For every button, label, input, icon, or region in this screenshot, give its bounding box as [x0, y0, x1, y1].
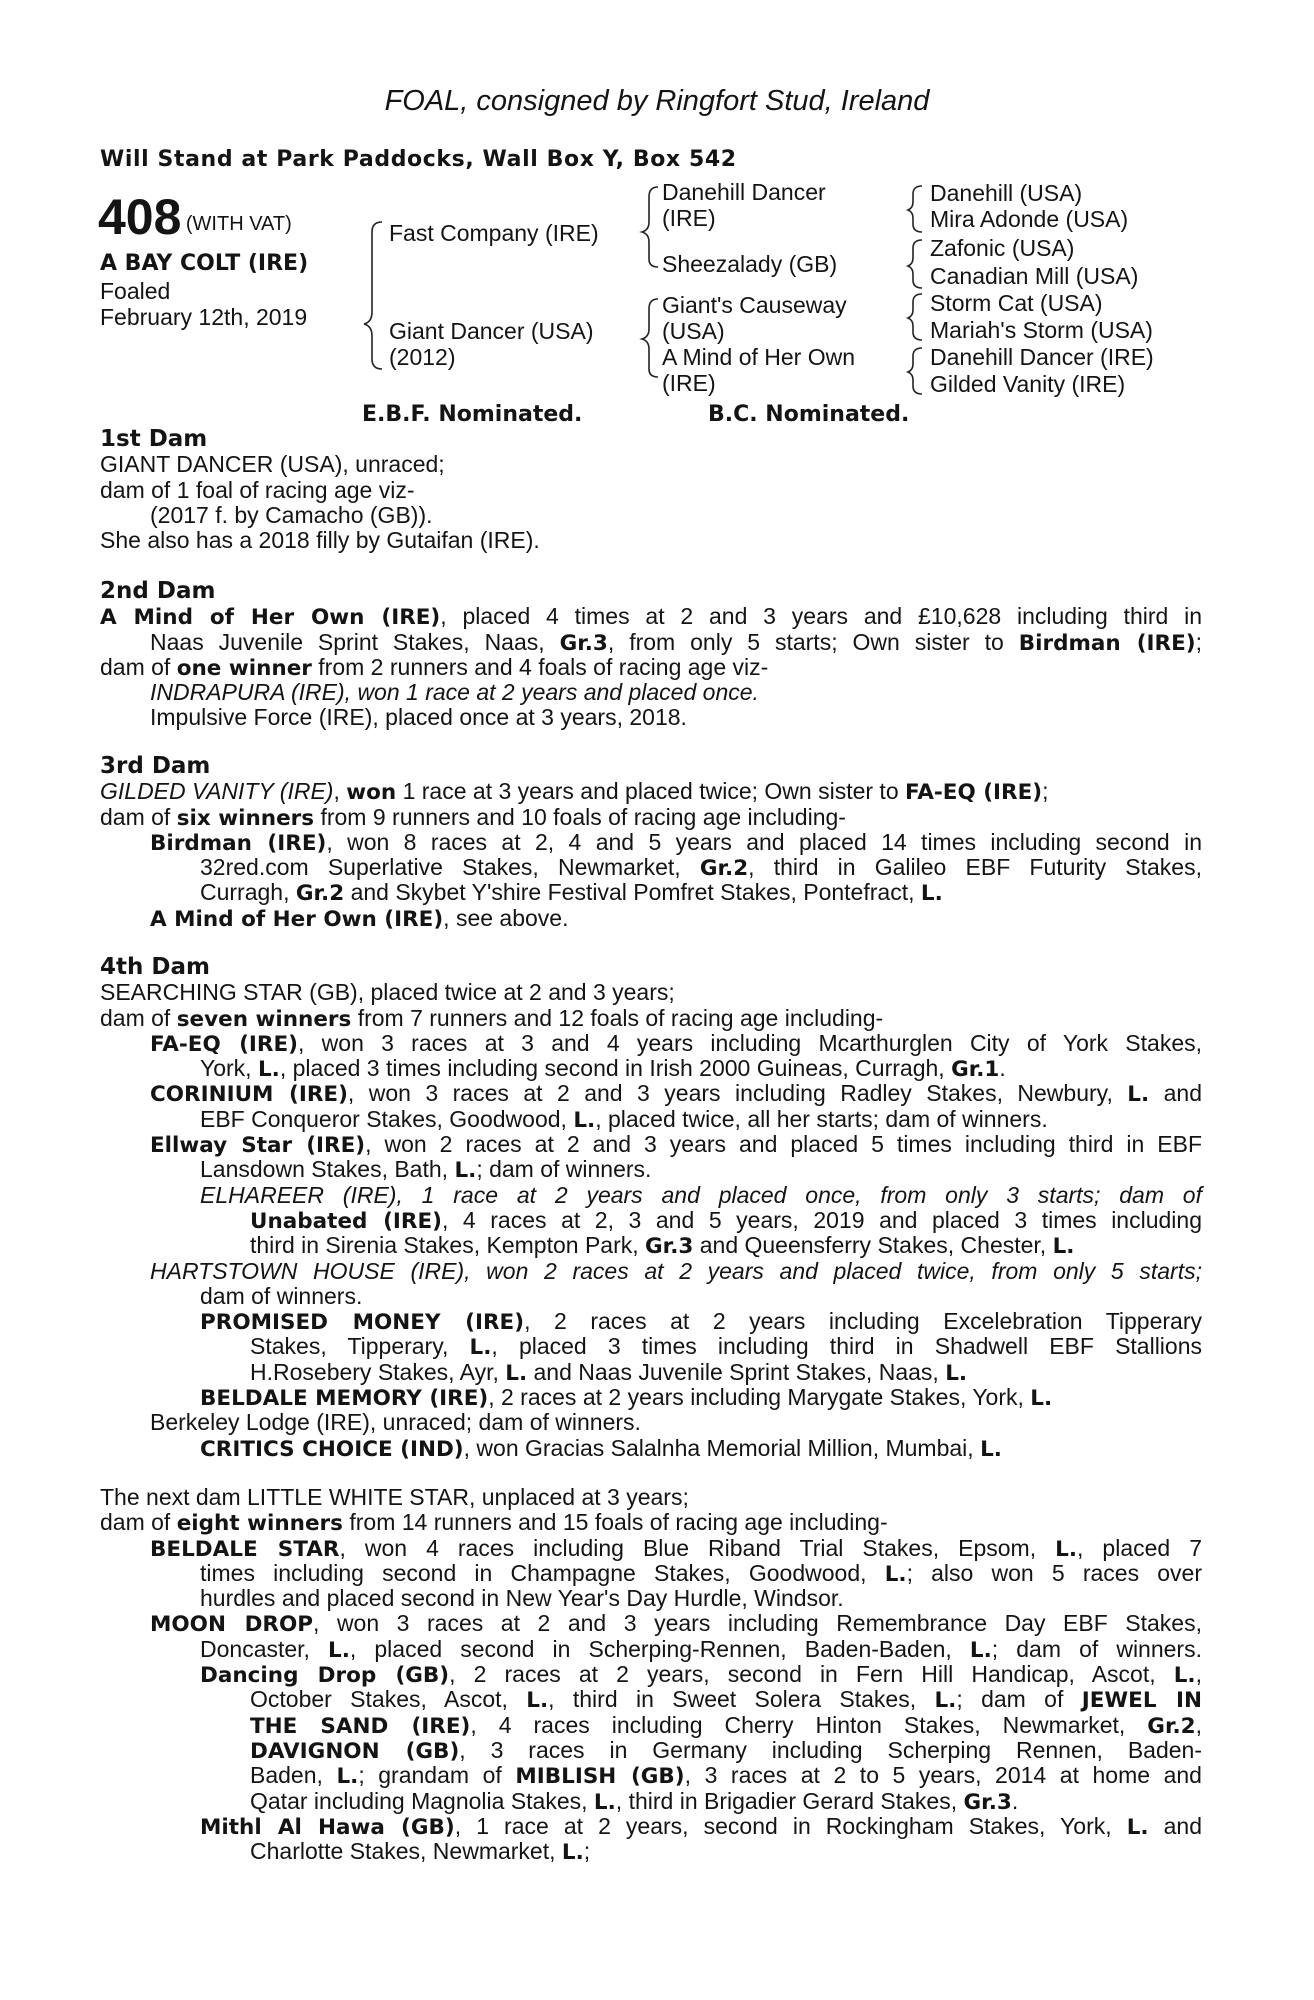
- first-dam-section: [100, 427, 1202, 553]
- horse-name: CORINIUM (IRE): [150, 1082, 348, 1108]
- first-dam-line: GIANT DANCER (USA), unraced;: [100, 451, 445, 478]
- pedigree-g6: Mariah's Storm (USA): [930, 317, 1153, 343]
- third-dam-line: dam of six winners from 9 runners and 10 foals of racing age including-: [100, 803, 846, 831]
- third-dam-line: Birdman (IRE), won 8 races at 2, 4 and 5 years and placed 14 times including second in: [150, 828, 1202, 856]
- horse-name: Dancing Drop (GB): [200, 1663, 450, 1689]
- lot-number: 408: [98, 189, 182, 245]
- next-dam-line: BELDALE STAR, won 4 races including Blue Riband Trial Stakes, Epsom, L., placed 7: [150, 1534, 1202, 1562]
- first-dam-line: She also has a 2018 filly by Gutaifan (IRE).: [100, 527, 540, 554]
- horse-name: Ellway Star (IRE): [150, 1133, 366, 1159]
- next-dam-line: MOON DROP, won 3 races at 2 and 3 years including Remembrance Day EBF Stakes,: [150, 1610, 1202, 1638]
- vat-note: (WITH VAT): [185, 213, 292, 235]
- next-dam-line: Dancing Drop (GB), 2 races at 2 years, second in Fern Hill Handicap, Ascot, L.,: [200, 1661, 1202, 1689]
- third-dam-heading: 3rd Dam: [100, 753, 211, 779]
- fourth-dam-line: FA-EQ (IRE), won 3 races at 3 and 4 years including Mcarthurglen City of York Stakes,: [150, 1029, 1202, 1057]
- horse-name: A Mind of Her Own (IRE): [100, 605, 441, 631]
- second-dam-heading: 2nd Dam: [100, 578, 216, 604]
- fourth-dam-heading: 4th Dam: [100, 954, 210, 980]
- pedigree-g3: Zafonic (USA): [930, 235, 1075, 261]
- horse-name: CRITICS CHOICE (IND): [200, 1436, 464, 1462]
- fourth-dam-line: H.Rosebery Stakes, Ayr, L. and Naas Juvenile Sprint Stakes, Naas, L.: [250, 1358, 968, 1386]
- next-dam-line: Charlotte Stakes, Newmarket, L.;: [250, 1838, 591, 1866]
- fourth-dam-line: Berkeley Lodge (IRE), unraced; dam of winners.: [150, 1409, 641, 1436]
- horse-name: JEWEL IN: [1081, 1688, 1202, 1714]
- pedigree-dam-dam: A Mind of Her Own: [662, 344, 856, 370]
- horse-name: Birdman (IRE): [150, 830, 327, 856]
- horse-name: FA-EQ (IRE): [905, 780, 1043, 806]
- fourth-dam-line: Stakes, Tipperary, L., placed 3 times including third in Shadwell EBF Stallions: [250, 1333, 1202, 1361]
- horse-name: Birdman (IRE): [1018, 630, 1196, 656]
- next-dam-line: Baden, L.; grandam of MIBLISH (GB), 3 races at 2 to 5 years, 2014 at home and: [250, 1762, 1202, 1790]
- next-dam-line: Mithl Al Hawa (GB), 1 race at 2 years, second in Rockingham Stakes, York, L. and: [200, 1812, 1202, 1840]
- next-dam-line: Qatar including Magnolia Stakes, L., third in Brigadier Gerard Stakes, Gr.3.: [250, 1787, 1019, 1815]
- next-dam-line: hurdles and placed second in New Year's Day Hurdle, Windsor.: [200, 1585, 844, 1612]
- fourth-dam-line: ELHAREER (IRE), 1 race at 2 years and placed once, from only 3 starts; dam of: [200, 1181, 1202, 1208]
- horse-name: MOON DROP: [150, 1612, 314, 1638]
- fourth-dam-line: HARTSTOWN HOUSE (IRE), won 2 races at 2 years and placed twice, from only 5 starts;: [150, 1257, 1202, 1284]
- fourth-dam-line: CORINIUM (IRE), won 3 races at 2 and 3 years including Radley Stakes, Newbury, L. and: [150, 1080, 1202, 1108]
- fourth-dam-line: EBF Conqueror Stakes, Goodwood, L., placed twice, all her starts; dam of winners.: [200, 1105, 1048, 1133]
- foaled-label: Foaled: [100, 278, 171, 304]
- next-dam-line: times including second in Champagne Stakes, Goodwood, L.; also won 5 races over: [200, 1559, 1202, 1587]
- fourth-dam-line: PROMISED MONEY (IRE), 2 races at 2 years including Excelebration Tipperary: [200, 1308, 1202, 1336]
- fourth-dam-line: dam of winners.: [200, 1282, 363, 1309]
- second-dam-line: Impulsive Force (IRE), placed once at 3 years, 2018.: [150, 704, 687, 731]
- next-dam-line: October Stakes, Ascot, L., third in Sweet Solera Stakes, L.; dam of JEWEL IN: [250, 1686, 1202, 1714]
- pedigree-sire-sire: Danehill Dancer: [662, 179, 826, 205]
- pedigree-sire: Fast Company (IRE): [389, 220, 599, 246]
- pedigree-dam-sire-country: (USA): [662, 318, 725, 344]
- second-dam-line: INDRAPURA (IRE), won 1 race at 2 years and placed once.: [150, 679, 759, 706]
- horse-name: DAVIGNON (GB): [250, 1738, 460, 1764]
- horse-name: PROMISED MONEY (IRE): [200, 1310, 525, 1336]
- horse-name: Mithl Al Hawa (GB): [200, 1814, 455, 1840]
- next-dam-line: DAVIGNON (GB), 3 races in Germany including Scherping Rennen, Baden-: [250, 1736, 1202, 1764]
- third-dam-section: [100, 754, 1202, 931]
- horse-name: A Mind of Her Own (IRE): [150, 906, 444, 932]
- pedigree-dam: Giant Dancer (USA): [389, 318, 594, 344]
- foaled-date: February 12th, 2019: [100, 304, 308, 330]
- pedigree-g4: Canadian Mill (USA): [930, 263, 1139, 289]
- horse-name: MIBLISH (GB): [515, 1764, 685, 1790]
- pedigree-dam-dam-country: (IRE): [662, 370, 716, 396]
- first-dam-line: dam of 1 foal of racing age viz-: [100, 476, 415, 503]
- second-dam-section: [100, 579, 1202, 731]
- horse-description: A BAY COLT (IRE): [100, 251, 309, 276]
- horse-name: FA-EQ (IRE): [150, 1031, 299, 1057]
- next-dam-line: THE SAND (IRE), 4 races including Cherry Hinton Stakes, Newmarket, Gr.2,: [250, 1711, 1202, 1739]
- fourth-dam-line: Ellway Star (IRE), won 2 races at 2 and 3 years and placed 5 times including third in EBF: [150, 1131, 1202, 1159]
- fourth-dam-line: Unabated (IRE), 4 races at 2, 3 and 5 years, 2019 and placed 3 times including: [250, 1206, 1202, 1234]
- third-dam-line: GILDED VANITY (IRE), won 1 race at 3 years and placed twice; Own sister to FA-EQ (IRE);: [100, 778, 1049, 806]
- horse-name: Unabated (IRE): [250, 1208, 442, 1234]
- third-dam-line: 32red.com Superlative Stakes, Newmarket, Gr.2, third in Galileo EBF Futurity Stakes,: [200, 854, 1202, 882]
- next-dam-line: Doncaster, L., placed second in Scherping-Rennen, Baden-Baden, L.; dam of winners.: [200, 1635, 1202, 1663]
- fourth-dam-line: SEARCHING STAR (GB), placed twice at 2 and 3 years;: [100, 979, 675, 1006]
- third-dam-line: A Mind of Her Own (IRE), see above.: [150, 904, 569, 932]
- next-dam-line: dam of eight winners from 14 runners and 15 foals of racing age including-: [100, 1509, 888, 1537]
- fourth-dam-line: York, L., placed 3 times including second in Irish 2000 Guineas, Curragh, Gr.1.: [200, 1055, 1006, 1083]
- fourth-dam-line: third in Sirenia Stakes, Kempton Park, Gr.3 and Queensferry Stakes, Chester, L.: [250, 1232, 1075, 1260]
- pedigree-g1: Danehill (USA): [930, 180, 1083, 206]
- pedigree-g8: Gilded Vanity (IRE): [930, 371, 1126, 397]
- horse-name: BELDALE STAR: [150, 1536, 340, 1562]
- fourth-dam-line: dam of seven winners from 7 runners and 12 foals of racing age including-: [100, 1004, 884, 1032]
- ebf-nominated: E.B.F. Nominated.: [362, 402, 583, 427]
- first-dam-line: (2017 f. by Camacho (GB)).: [150, 501, 433, 528]
- fourth-dam-line: Lansdown Stakes, Bath, L.; dam of winners.: [200, 1156, 652, 1184]
- pedigree-sire-sire-country: (IRE): [662, 205, 716, 231]
- pedigree-g5: Storm Cat (USA): [930, 290, 1103, 316]
- horse-name: THE SAND (IRE): [250, 1713, 471, 1739]
- pedigree-sire-dam: Sheezalady (GB): [662, 251, 838, 277]
- pedigree-g2: Mira Adonde (USA): [930, 206, 1129, 232]
- bc-nominated: B.C. Nominated.: [708, 402, 910, 427]
- stand-location: Will Stand at Park Paddocks, Wall Box Y, Box 542: [100, 147, 737, 172]
- second-dam-line: Naas Juvenile Sprint Stakes, Naas, Gr.3, from only 5 starts; Own sister to Birdman (IRE);: [150, 628, 1202, 656]
- next-dam-line: The next dam LITTLE WHITE STAR, unplaced at 3 years;: [100, 1484, 689, 1510]
- second-dam-line: dam of one winner from 2 runners and 4 foals of racing age viz-: [100, 653, 769, 681]
- consignment-title: FOAL, consigned by Ringfort Stud, Ireland: [384, 85, 930, 117]
- first-dam-heading: 1st Dam: [100, 426, 208, 452]
- fourth-dam-section: [100, 955, 1202, 1461]
- fourth-dam-line: BELDALE MEMORY (IRE), 2 races at 2 years including Marygate Stakes, York, L.: [200, 1384, 1053, 1412]
- horse-name: BELDALE MEMORY (IRE): [200, 1386, 489, 1412]
- second-dam-line: A Mind of Her Own (IRE), placed 4 times at 2 and 3 years and £10,628 including third in: [100, 603, 1202, 631]
- pedigree-g7: Danehill Dancer (IRE): [930, 344, 1154, 370]
- fourth-dam-line: CRITICS CHOICE (IND), won Gracias Salalnha Memorial Million, Mumbai, L.: [200, 1434, 1002, 1462]
- pedigree-dam-year: (2012): [389, 344, 456, 370]
- pedigree-dam-sire: Giant's Causeway: [662, 292, 847, 318]
- third-dam-line: Curragh, Gr.2 and Skybet Y'shire Festival Pomfret Stakes, Pontefract, L.: [200, 879, 943, 907]
- next-dam-section: [100, 1485, 1202, 1864]
